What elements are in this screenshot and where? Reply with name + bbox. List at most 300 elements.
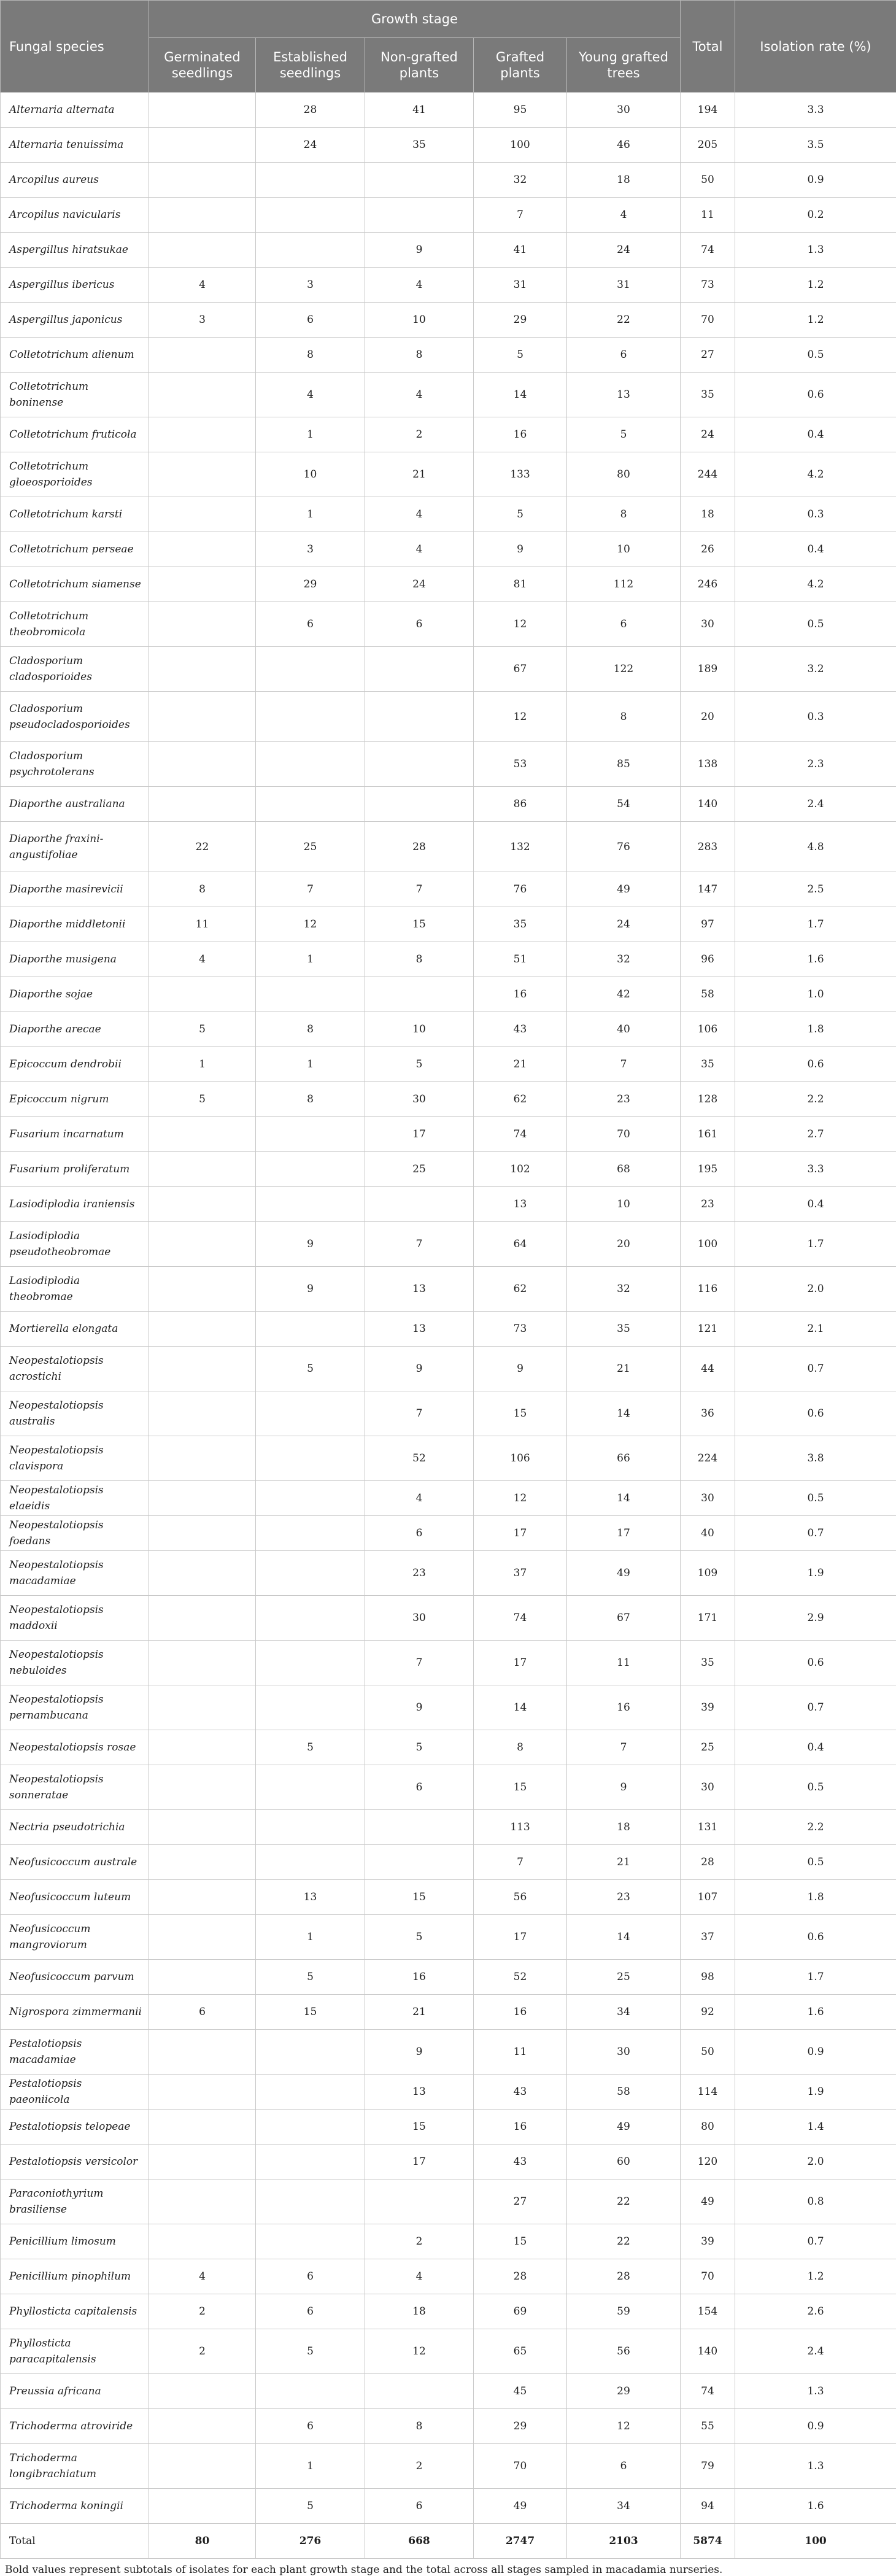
table-row	[1, 1765, 896, 1810]
cell-species: Penicillium pinophilum	[1, 2259, 149, 2294]
cell-non-grafted-plants: 6	[365, 602, 474, 647]
cell-non-grafted-plants: 4	[365, 497, 474, 532]
cell-young-grafted-trees: 6	[567, 338, 681, 373]
cell-grafted-plants: 11	[474, 2030, 567, 2075]
cell-established-seedlings: 3	[256, 268, 365, 303]
cell-established-seedlings	[256, 1187, 365, 1222]
cell-non-grafted-plants: 28	[365, 822, 474, 872]
cell-total: 70	[681, 303, 735, 338]
cell-total: 116	[681, 1267, 735, 1312]
cell-established-seedlings	[256, 647, 365, 692]
cell-isolation-rate: 0.7	[735, 1685, 896, 1730]
cell-non-grafted-plants: 7	[365, 872, 474, 907]
table-row	[1, 1222, 896, 1267]
cell-species: Neopestalotiopsis pernambucana	[1, 1685, 149, 1730]
cell-young-grafted-trees: 20	[567, 1222, 681, 1267]
cell-established-seedlings: 6	[256, 2409, 365, 2444]
cell-total: 79	[681, 2444, 735, 2489]
cell-grafted-plants: 51	[474, 942, 567, 977]
cell-germinated-seedlings	[149, 1960, 256, 1995]
cell-established-seedlings: 5	[256, 2329, 365, 2374]
cell-isolation-rate: 0.7	[735, 1516, 896, 1551]
cell-young-grafted-trees: 49	[567, 2110, 681, 2145]
header-established-seedlings: Established seedlings	[256, 38, 365, 93]
cell-germinated-seedlings: 11	[149, 907, 256, 942]
cell-total: 140	[681, 2329, 735, 2374]
cell-isolation-rate: 1.8	[735, 1012, 896, 1047]
cell-grafted-plants: 62	[474, 1267, 567, 1312]
cell-grafted-plants: 15	[474, 2224, 567, 2259]
cell-germinated-seedlings	[149, 647, 256, 692]
cell-total-young-grafted-trees: 2103	[567, 2524, 681, 2559]
cell-germinated-seedlings: 6	[149, 1995, 256, 2030]
cell-species: Lasiodiplodia pseudotheobromae	[1, 1222, 149, 1267]
cell-non-grafted-plants: 30	[365, 1596, 474, 1641]
table-row	[1, 1516, 896, 1551]
cell-non-grafted-plants: 8	[365, 2409, 474, 2444]
cell-total-grafted-plants: 2747	[474, 2524, 567, 2559]
table-row	[1, 1391, 896, 1436]
cell-germinated-seedlings	[149, 233, 256, 268]
cell-established-seedlings: 1	[256, 2444, 365, 2489]
table-row	[1, 872, 896, 907]
table-row	[1, 1187, 896, 1222]
cell-total: 195	[681, 1152, 735, 1187]
cell-germinated-seedlings	[149, 1347, 256, 1391]
cell-isolation-rate: 1.8	[735, 1880, 896, 1915]
cell-young-grafted-trees: 35	[567, 1312, 681, 1347]
cell-grafted-plants: 100	[474, 128, 567, 163]
cell-young-grafted-trees: 7	[567, 1047, 681, 1082]
table-row	[1, 1312, 896, 1347]
cell-young-grafted-trees: 70	[567, 1117, 681, 1152]
cell-species: Phyllosticta capitalensis	[1, 2294, 149, 2329]
cell-total-germinated-seedlings: 80	[149, 2524, 256, 2559]
cell-total: 35	[681, 373, 735, 417]
cell-isolation-rate: 1.9	[735, 1551, 896, 1596]
table-row	[1, 1596, 896, 1641]
cell-young-grafted-trees: 14	[567, 1915, 681, 1960]
cell-grafted-plants: 16	[474, 417, 567, 452]
cell-species: Trichoderma koningii	[1, 2489, 149, 2524]
cell-total-established-seedlings: 276	[256, 2524, 365, 2559]
cell-non-grafted-plants: 4	[365, 532, 474, 567]
cell-total: 44	[681, 1347, 735, 1391]
cell-non-grafted-plants: 9	[365, 2030, 474, 2075]
cell-germinated-seedlings: 3	[149, 303, 256, 338]
cell-established-seedlings: 6	[256, 2294, 365, 2329]
cell-total: 246	[681, 567, 735, 602]
cell-grafted-plants: 37	[474, 1551, 567, 1596]
cell-young-grafted-trees: 80	[567, 452, 681, 497]
cell-isolation-rate: 0.5	[735, 1845, 896, 1880]
cell-established-seedlings: 4	[256, 373, 365, 417]
cell-grafted-plants: 102	[474, 1152, 567, 1187]
cell-non-grafted-plants: 5	[365, 1915, 474, 1960]
cell-young-grafted-trees: 23	[567, 1880, 681, 1915]
table-row	[1, 2409, 896, 2444]
cell-young-grafted-trees: 21	[567, 1845, 681, 1880]
cell-established-seedlings	[256, 2180, 365, 2224]
cell-young-grafted-trees: 28	[567, 2259, 681, 2294]
cell-grafted-plants: 86	[474, 787, 567, 822]
cell-established-seedlings	[256, 1845, 365, 1880]
cell-non-grafted-plants: 4	[365, 268, 474, 303]
cell-total: 50	[681, 2030, 735, 2075]
cell-isolation-rate: 0.4	[735, 1187, 896, 1222]
cell-grafted-plants: 27	[474, 2180, 567, 2224]
cell-grafted-plants: 65	[474, 2329, 567, 2374]
cell-isolation-rate: 0.7	[735, 2224, 896, 2259]
cell-young-grafted-trees: 23	[567, 1082, 681, 1117]
cell-germinated-seedlings	[149, 2030, 256, 2075]
cell-young-grafted-trees: 112	[567, 567, 681, 602]
cell-non-grafted-plants: 8	[365, 338, 474, 373]
cell-germinated-seedlings	[149, 1117, 256, 1152]
cell-young-grafted-trees: 8	[567, 497, 681, 532]
cell-young-grafted-trees: 17	[567, 1516, 681, 1551]
cell-non-grafted-plants: 23	[365, 1551, 474, 1596]
table-row	[1, 1436, 896, 1481]
cell-grafted-plants: 15	[474, 1391, 567, 1436]
cell-total: 205	[681, 128, 735, 163]
cell-species: Trichoderma longibrachiatum	[1, 2444, 149, 2489]
cell-established-seedlings	[256, 2030, 365, 2075]
cell-non-grafted-plants: 5	[365, 1047, 474, 1082]
cell-non-grafted-plants	[365, 647, 474, 692]
cell-grafted-plants: 113	[474, 1810, 567, 1845]
cell-young-grafted-trees: 30	[567, 93, 681, 128]
cell-non-grafted-plants	[365, 1187, 474, 1222]
table-row	[1, 1810, 896, 1845]
table-row	[1, 497, 896, 532]
cell-total: 131	[681, 1810, 735, 1845]
cell-total: 74	[681, 2374, 735, 2409]
cell-germinated-seedlings	[149, 2489, 256, 2524]
cell-isolation-rate: 0.4	[735, 1730, 896, 1765]
cell-isolation-rate: 0.8	[735, 2180, 896, 2224]
cell-isolation-rate: 3.2	[735, 647, 896, 692]
cell-species: Phyllosticta paracapitalensis	[1, 2329, 149, 2374]
cell-species: Colletotrichum siamense	[1, 567, 149, 602]
cell-established-seedlings	[256, 1685, 365, 1730]
cell-grafted-plants: 49	[474, 2489, 567, 2524]
table-row	[1, 567, 896, 602]
cell-isolation-rate: 0.9	[735, 2409, 896, 2444]
cell-grafted-plants: 95	[474, 93, 567, 128]
cell-young-grafted-trees: 22	[567, 2180, 681, 2224]
cell-established-seedlings	[256, 742, 365, 787]
cell-species: Neopestalotiopsis australis	[1, 1391, 149, 1436]
cell-established-seedlings: 10	[256, 452, 365, 497]
cell-germinated-seedlings	[149, 2145, 256, 2180]
header-grafted-plants: Grafted plants	[474, 38, 567, 93]
cell-germinated-seedlings	[149, 1845, 256, 1880]
cell-grafted-plants: 76	[474, 872, 567, 907]
cell-total: 37	[681, 1915, 735, 1960]
cell-species: Neopestalotiopsis sonneratae	[1, 1765, 149, 1810]
cell-grafted-plants: 45	[474, 2374, 567, 2409]
cell-isolation-rate: 1.7	[735, 1960, 896, 1995]
cell-germinated-seedlings	[149, 2409, 256, 2444]
table-row	[1, 907, 896, 942]
header-species: Fungal species	[1, 1, 149, 93]
cell-species: Lasiodiplodia iraniensis	[1, 1187, 149, 1222]
cell-isolation-rate: 1.9	[735, 2075, 896, 2110]
cell-germinated-seedlings	[149, 497, 256, 532]
cell-established-seedlings: 28	[256, 93, 365, 128]
cell-germinated-seedlings: 4	[149, 2259, 256, 2294]
table-row	[1, 1347, 896, 1391]
cell-species: Epicoccum dendrobii	[1, 1047, 149, 1082]
cell-established-seedlings	[256, 1152, 365, 1187]
cell-germinated-seedlings	[149, 1481, 256, 1516]
cell-young-grafted-trees: 122	[567, 647, 681, 692]
cell-non-grafted-plants: 4	[365, 2259, 474, 2294]
cell-species: Paraconiothyrium brasiliense	[1, 2180, 149, 2224]
cell-non-grafted-plants: 7	[365, 1222, 474, 1267]
table-row	[1, 2489, 896, 2524]
cell-young-grafted-trees: 42	[567, 977, 681, 1012]
cell-germinated-seedlings	[149, 2180, 256, 2224]
cell-isolation-rate: 3.5	[735, 128, 896, 163]
cell-non-grafted-plants: 21	[365, 452, 474, 497]
cell-established-seedlings: 8	[256, 1012, 365, 1047]
cell-grafted-plants: 28	[474, 2259, 567, 2294]
cell-non-grafted-plants: 52	[365, 1436, 474, 1481]
cell-species: Mortierella elongata	[1, 1312, 149, 1347]
cell-species: Diaporthe australiana	[1, 787, 149, 822]
table-row	[1, 1880, 896, 1915]
cell-total: 92	[681, 1995, 735, 2030]
cell-total: 20	[681, 692, 735, 742]
cell-isolation-rate: 0.5	[735, 602, 896, 647]
cell-total: 107	[681, 1880, 735, 1915]
cell-young-grafted-trees: 21	[567, 1347, 681, 1391]
cell-non-grafted-plants: 24	[365, 567, 474, 602]
cell-young-grafted-trees: 24	[567, 907, 681, 942]
table-row	[1, 417, 896, 452]
cell-species: Pestalotiopsis macadamiae	[1, 2030, 149, 2075]
cell-grafted-plants: 5	[474, 497, 567, 532]
cell-young-grafted-trees: 10	[567, 532, 681, 567]
cell-germinated-seedlings: 4	[149, 942, 256, 977]
table-row	[1, 647, 896, 692]
cell-isolation-rate: 2.9	[735, 1596, 896, 1641]
cell-total: 30	[681, 1765, 735, 1810]
cell-isolation-rate: 2.6	[735, 2294, 896, 2329]
cell-isolation-rate: 2.4	[735, 2329, 896, 2374]
cell-established-seedlings: 6	[256, 303, 365, 338]
cell-non-grafted-plants: 4	[365, 373, 474, 417]
cell-total: 36	[681, 1391, 735, 1436]
cell-species: Penicillium limosum	[1, 2224, 149, 2259]
cell-germinated-seedlings	[149, 532, 256, 567]
cell-grafted-plants: 9	[474, 532, 567, 567]
cell-grafted-plants: 7	[474, 198, 567, 233]
cell-non-grafted-plants: 6	[365, 1516, 474, 1551]
cell-non-grafted-plants	[365, 1810, 474, 1845]
cell-total: 147	[681, 872, 735, 907]
cell-non-grafted-plants: 9	[365, 233, 474, 268]
header-total: Total	[681, 1, 735, 93]
cell-established-seedlings	[256, 692, 365, 742]
cell-species: Colletotrichum karsti	[1, 497, 149, 532]
cell-young-grafted-trees: 67	[567, 1596, 681, 1641]
cell-grafted-plants: 14	[474, 1685, 567, 1730]
cell-grafted-plants: 21	[474, 1047, 567, 1082]
cell-germinated-seedlings	[149, 787, 256, 822]
cell-grafted-plants: 132	[474, 822, 567, 872]
cell-isolation-rate: 4.2	[735, 567, 896, 602]
cell-isolation-rate: 0.4	[735, 532, 896, 567]
cell-isolation-rate: 2.4	[735, 787, 896, 822]
cell-germinated-seedlings	[149, 1267, 256, 1312]
cell-species: Pestalotiopsis versicolor	[1, 2145, 149, 2180]
table-row	[1, 1845, 896, 1880]
cell-species: Neopestalotiopsis elaeidis	[1, 1481, 149, 1516]
cell-non-grafted-plants: 2	[365, 2224, 474, 2259]
cell-non-grafted-plants: 12	[365, 2329, 474, 2374]
cell-established-seedlings: 9	[256, 1267, 365, 1312]
cell-isolation-rate: 0.9	[735, 163, 896, 198]
cell-non-grafted-plants: 2	[365, 2444, 474, 2489]
cell-isolation-rate: 0.5	[735, 1765, 896, 1810]
cell-established-seedlings: 29	[256, 567, 365, 602]
cell-species: Colletotrichum theobromicola	[1, 602, 149, 647]
cell-isolation-rate: 3.8	[735, 1436, 896, 1481]
cell-species: Cladosporium pseudocladosporioides	[1, 692, 149, 742]
cell-established-seedlings	[256, 2110, 365, 2145]
cell-established-seedlings: 6	[256, 602, 365, 647]
cell-species: Pestalotiopsis paeoniicola	[1, 2075, 149, 2110]
cell-species: Nectria pseudotrichia	[1, 1810, 149, 1845]
cell-germinated-seedlings	[149, 2224, 256, 2259]
table-row	[1, 942, 896, 977]
cell-germinated-seedlings	[149, 1551, 256, 1596]
cell-young-grafted-trees: 31	[567, 268, 681, 303]
cell-grafted-plants: 17	[474, 1915, 567, 1960]
cell-young-grafted-trees: 18	[567, 1810, 681, 1845]
cell-young-grafted-trees: 34	[567, 2489, 681, 2524]
cell-total: 224	[681, 1436, 735, 1481]
cell-germinated-seedlings	[149, 2075, 256, 2110]
table-row	[1, 1047, 896, 1082]
cell-germinated-seedlings	[149, 602, 256, 647]
cell-grafted-plants: 14	[474, 373, 567, 417]
cell-isolation-rate: 0.6	[735, 1047, 896, 1082]
cell-grafted-plants: 106	[474, 1436, 567, 1481]
cell-non-grafted-plants: 16	[365, 1960, 474, 1995]
cell-isolation-rate: 1.7	[735, 907, 896, 942]
cell-non-grafted-plants	[365, 742, 474, 787]
cell-grafted-plants: 53	[474, 742, 567, 787]
cell-established-seedlings: 24	[256, 128, 365, 163]
cell-germinated-seedlings	[149, 338, 256, 373]
header-young-grafted-trees: Young grafted trees	[567, 38, 681, 93]
cell-isolation-rate: 2.3	[735, 742, 896, 787]
cell-non-grafted-plants: 13	[365, 2075, 474, 2110]
cell-total: 109	[681, 1551, 735, 1596]
cell-total-non-grafted-plants: 668	[365, 2524, 474, 2559]
cell-established-seedlings	[256, 2374, 365, 2409]
cell-non-grafted-plants	[365, 787, 474, 822]
cell-species: Neopestalotiopsis nebuloides	[1, 1641, 149, 1685]
table-row	[1, 1960, 896, 1995]
cell-total: 194	[681, 93, 735, 128]
cell-isolation-rate: 0.3	[735, 692, 896, 742]
cell-established-seedlings	[256, 2145, 365, 2180]
cell-isolation-rate: 0.2	[735, 198, 896, 233]
cell-young-grafted-trees: 8	[567, 692, 681, 742]
cell-grafted-plants: 133	[474, 452, 567, 497]
cell-established-seedlings: 1	[256, 1047, 365, 1082]
cell-young-grafted-trees: 6	[567, 2444, 681, 2489]
cell-species: Pestalotiopsis telopeae	[1, 2110, 149, 2145]
cell-non-grafted-plants	[365, 2374, 474, 2409]
cell-young-grafted-trees: 32	[567, 1267, 681, 1312]
cell-isolation-rate: 0.5	[735, 338, 896, 373]
cell-established-seedlings	[256, 1481, 365, 1516]
cell-young-grafted-trees: 14	[567, 1391, 681, 1436]
cell-total-isolation-rate: 100	[735, 2524, 896, 2559]
table-row	[1, 2180, 896, 2224]
cell-total: 106	[681, 1012, 735, 1047]
cell-species: Neopestalotiopsis clavispora	[1, 1436, 149, 1481]
cell-total: 27	[681, 338, 735, 373]
table-row	[1, 1730, 896, 1765]
cell-total: 140	[681, 787, 735, 822]
cell-grafted-plants: 17	[474, 1516, 567, 1551]
cell-grafted-plants: 56	[474, 1880, 567, 1915]
cell-grafted-plants: 67	[474, 647, 567, 692]
cell-isolation-rate: 0.5	[735, 1481, 896, 1516]
cell-isolation-rate: 3.3	[735, 93, 896, 128]
cell-non-grafted-plants: 8	[365, 942, 474, 977]
cell-species: Lasiodiplodia theobromae	[1, 1267, 149, 1312]
cell-grafted-plants: 13	[474, 1187, 567, 1222]
cell-total-total: 5874	[681, 2524, 735, 2559]
cell-non-grafted-plants: 35	[365, 128, 474, 163]
cell-total: 58	[681, 977, 735, 1012]
cell-non-grafted-plants: 15	[365, 907, 474, 942]
cell-young-grafted-trees: 13	[567, 373, 681, 417]
cell-species: Neopestalotiopsis rosae	[1, 1730, 149, 1765]
table-row	[1, 233, 896, 268]
cell-species: Neopestalotiopsis acrostichi	[1, 1347, 149, 1391]
cell-non-grafted-plants: 17	[365, 2145, 474, 2180]
cell-total: 189	[681, 647, 735, 692]
cell-species: Cladosporium psychrotolerans	[1, 742, 149, 787]
cell-total: 171	[681, 1596, 735, 1641]
cell-germinated-seedlings: 2	[149, 2329, 256, 2374]
cell-germinated-seedlings	[149, 198, 256, 233]
cell-species: Diaporthe arecae	[1, 1012, 149, 1047]
cell-non-grafted-plants: 6	[365, 2489, 474, 2524]
cell-established-seedlings: 6	[256, 2259, 365, 2294]
cell-established-seedlings: 7	[256, 872, 365, 907]
cell-young-grafted-trees: 66	[567, 1436, 681, 1481]
table-row	[1, 822, 896, 872]
cell-total: 121	[681, 1312, 735, 1347]
cell-species: Diaporthe masirevicii	[1, 872, 149, 907]
cell-species: Colletotrichum perseae	[1, 532, 149, 567]
table-row	[1, 2294, 896, 2329]
cell-non-grafted-plants: 15	[365, 2110, 474, 2145]
cell-isolation-rate: 2.7	[735, 1117, 896, 1152]
cell-isolation-rate: 0.9	[735, 2030, 896, 2075]
cell-young-grafted-trees: 16	[567, 1685, 681, 1730]
